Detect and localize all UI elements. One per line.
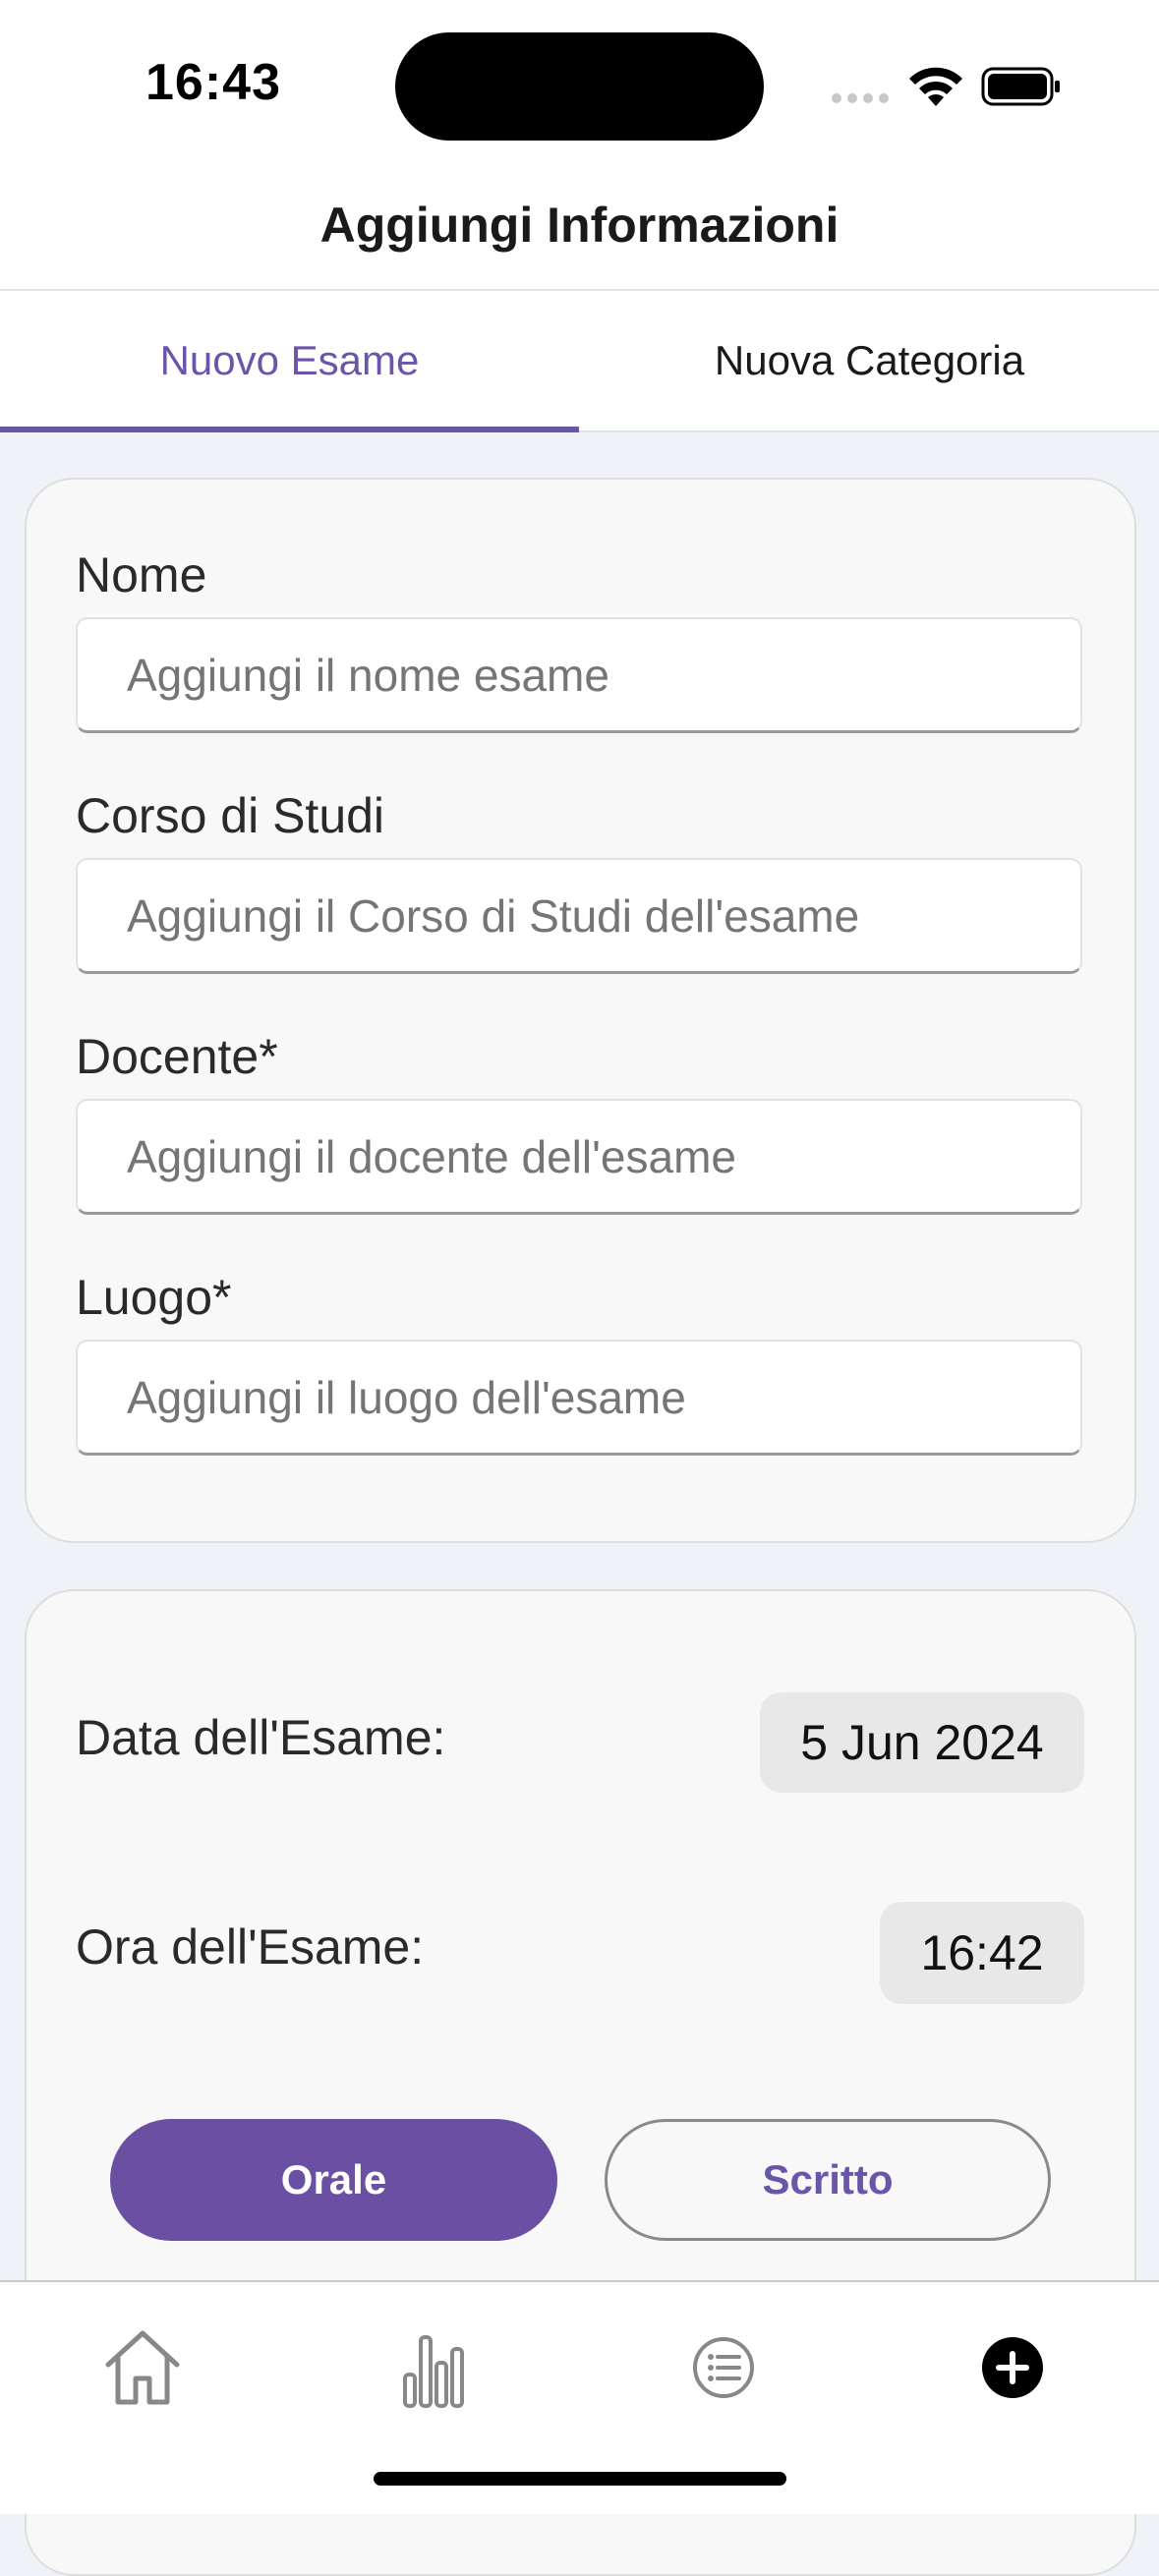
luogo-label: Luogo* <box>76 1270 232 1325</box>
tab-nuovo-esame[interactable]: Nuovo Esame <box>159 337 420 383</box>
corso-di-studi-input[interactable] <box>76 858 1082 974</box>
tab-nuova-categoria[interactable]: Nuova Categoria <box>714 337 1025 383</box>
time-label: Ora dell'Esame: <box>76 1919 425 1975</box>
date-picker[interactable]: 5 Jun 2024 <box>760 1692 1084 1793</box>
active-tab-indicator <box>0 427 579 432</box>
exam-info-card <box>25 478 1136 1543</box>
status-bar <box>0 0 1159 167</box>
cellular-signal-icon <box>832 93 891 105</box>
time-picker[interactable]: 16:42 <box>880 1902 1084 2004</box>
scritto-button[interactable]: Scritto <box>605 2119 1051 2241</box>
docente-label: Docente* <box>76 1029 278 1084</box>
dynamic-island <box>395 32 764 141</box>
page-title: Aggiungi Informazioni <box>319 198 840 253</box>
home-icon[interactable] <box>98 2323 187 2412</box>
luogo-input[interactable] <box>76 1340 1082 1456</box>
date-label: Data dell'Esame: <box>76 1710 446 1765</box>
status-time: 16:43 <box>145 54 281 111</box>
nome-label: Nome <box>76 547 207 602</box>
battery-icon <box>981 67 1062 106</box>
wifi-icon <box>906 63 965 108</box>
orale-button[interactable]: Orale <box>110 2119 557 2241</box>
tab-bar-top <box>0 291 1159 432</box>
home-indicator[interactable] <box>374 2472 786 2486</box>
navigation-header <box>0 167 1159 291</box>
docente-input[interactable] <box>76 1099 1082 1215</box>
corso-di-studi-label: Corso di Studi <box>76 788 385 843</box>
chart-icon[interactable] <box>388 2323 477 2412</box>
list-icon[interactable] <box>679 2323 768 2412</box>
nome-input[interactable] <box>76 617 1082 733</box>
add-icon[interactable] <box>968 2323 1057 2412</box>
